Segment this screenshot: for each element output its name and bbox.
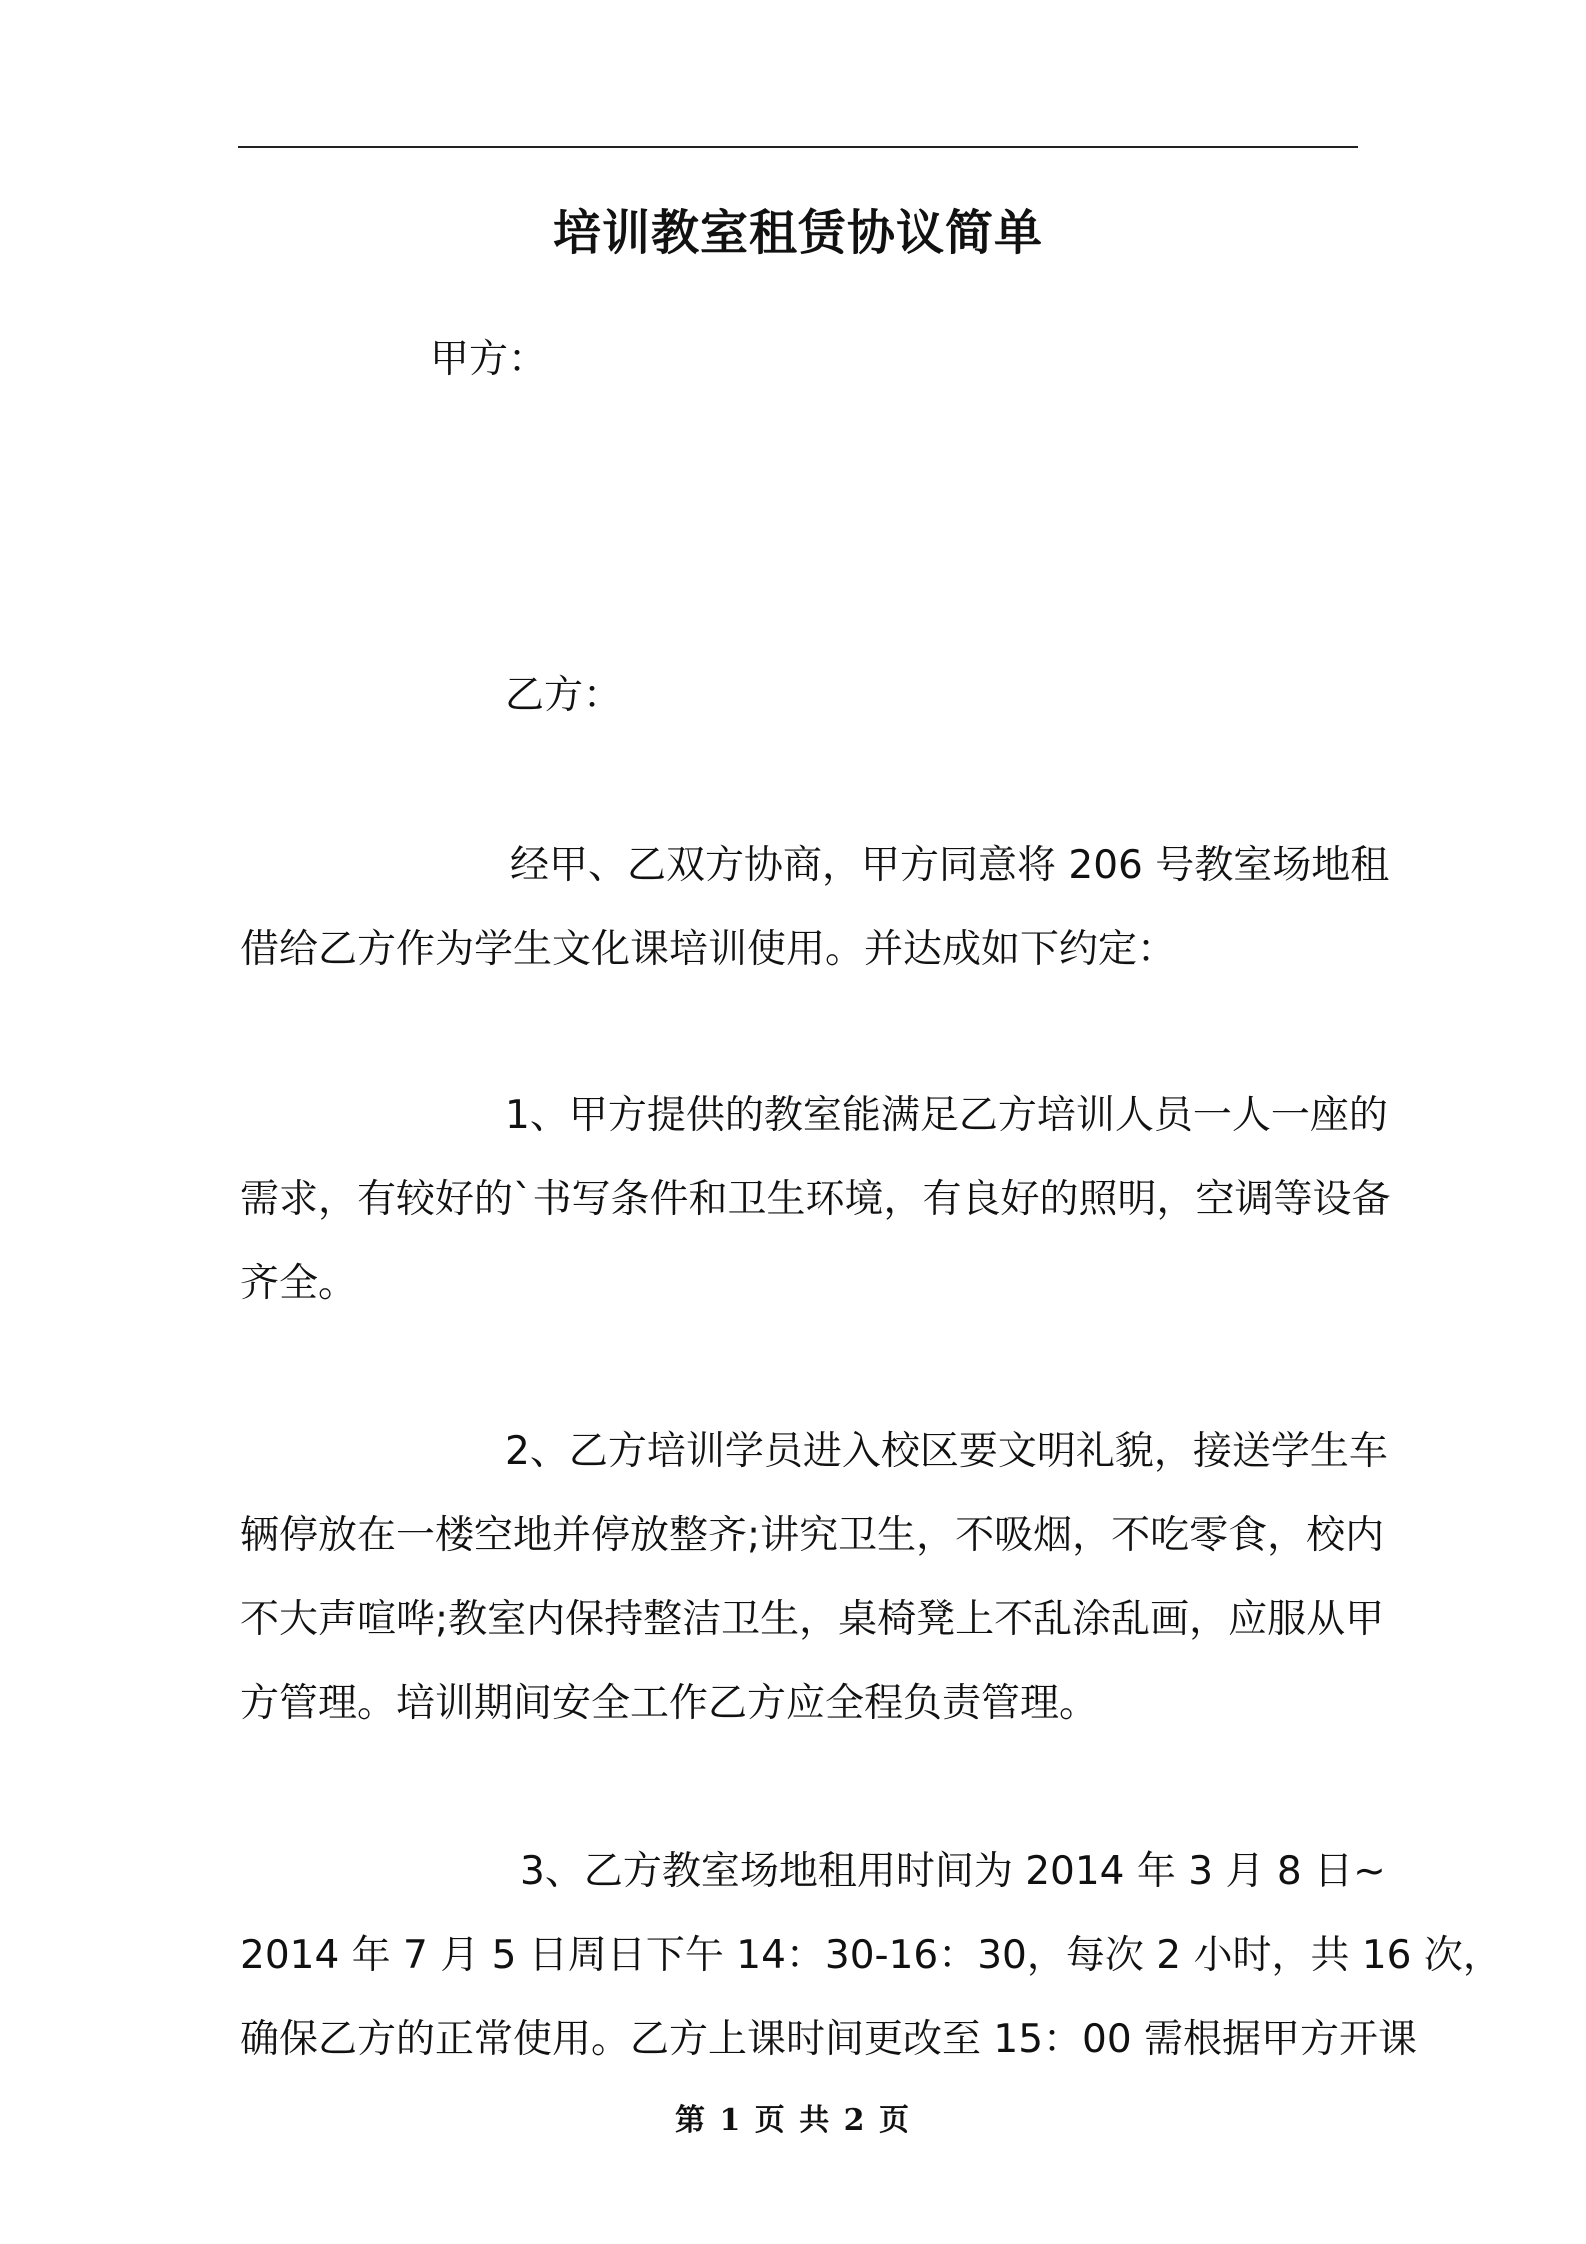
intro-line: 借给乙方作为学生文化课培训使用。并达成如下约定：: [240, 927, 1177, 972]
clause-line: 方管理。培训期间安全工作乙方应全程负责管理。: [240, 1681, 1099, 1726]
clause-line: 辆停放在一楼空地并停放整齐;讲究卫生，不吸烟，不吃零食，校内: [240, 1513, 1385, 1558]
intro-line: 经甲、乙双方协商，甲方同意将 206 号教室场地租: [510, 843, 1390, 888]
clause-1-paragraph: [240, 1074, 1391, 1326]
party-a-label: 甲方：: [430, 337, 548, 382]
clause-line: 齐全。: [240, 1261, 358, 1306]
document-title: 培训教室租赁协议简单: [552, 205, 1043, 261]
clause-3-paragraph: [240, 1830, 1502, 2082]
clause-line: 不大声喧哗;教室内保持整洁卫生，桌椅凳上不乱涂乱画，应服从甲: [240, 1597, 1385, 1642]
clause-line: 2014 年 7 月 5 日周日下午 14：30-16：30，每次 2 小时，共 16 次，: [240, 1933, 1502, 1978]
clause-line: 需求，有较好的`书写条件和卫生环境，有良好的照明，空调等设备: [240, 1177, 1391, 1222]
party-b-label: 乙方：: [505, 673, 623, 718]
clause-line: 3、乙方教室场地租用时间为 2014 年 3 月 8 日~: [520, 1849, 1386, 1894]
clause-2-paragraph: [240, 1410, 1388, 1746]
intro-paragraph: [240, 824, 1390, 992]
clause-line: 1、甲方提供的教室能满足乙方培训人员一人一座的: [505, 1093, 1388, 1138]
clause-line: 2、乙方培训学员进入校区要文明礼貌，接送学生车: [505, 1429, 1388, 1474]
header-rule: [238, 146, 1358, 148]
clause-line: 确保乙方的正常使用。乙方上课时间更改至 15：00 需根据甲方开课: [240, 2017, 1418, 2062]
page-number-footer: 第 1 页 共 2 页: [675, 2103, 911, 2138]
